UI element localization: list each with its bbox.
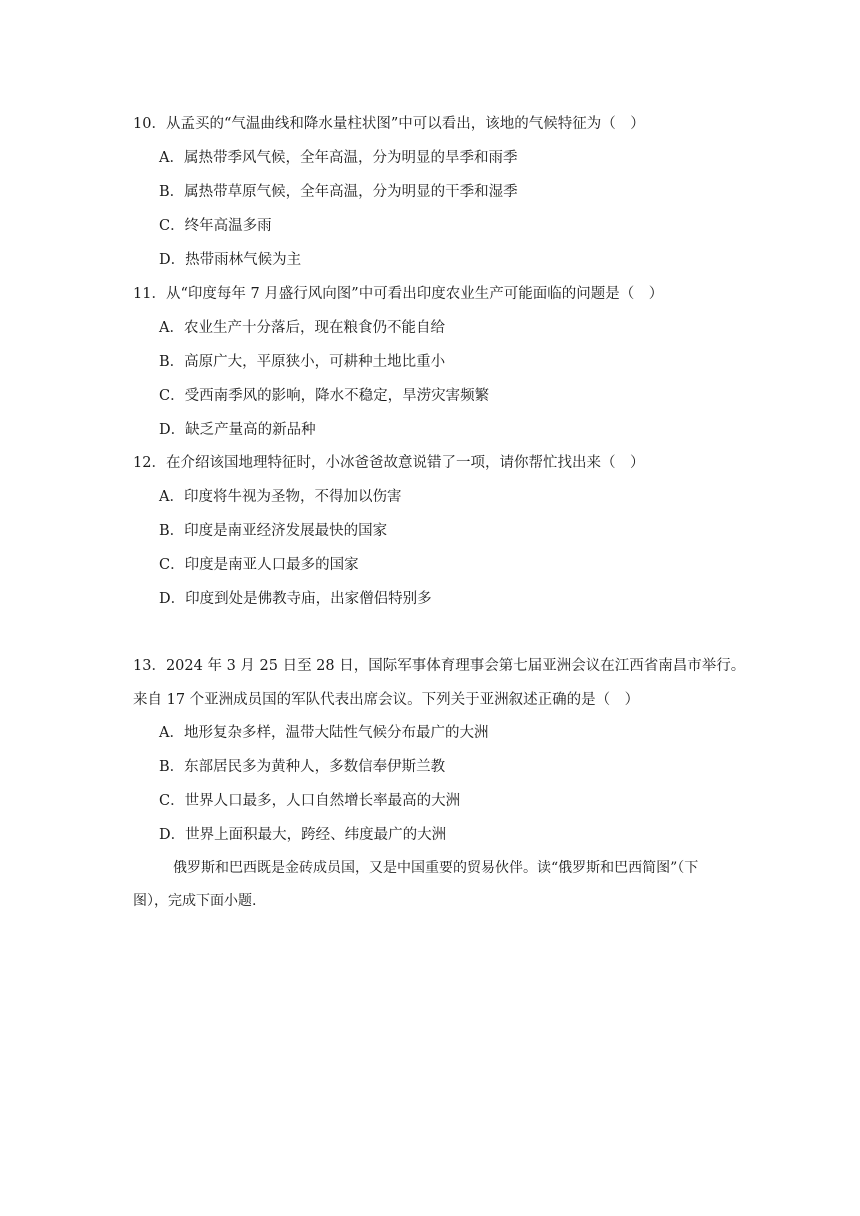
- question-10-option-c: C．终年高温多雨: [159, 218, 272, 234]
- question-12-option-d: D．印度到处是佛教寺庙，出家僧侣特别多: [159, 591, 432, 607]
- question-11-stem: 11．从“印度每年 7 月盛行风向图”中可看出印度农业生产可能面临的问题是（ ）: [133, 286, 664, 302]
- question-12-option-c: C．印度是南亚人口最多的国家: [159, 557, 359, 573]
- question-13-option-c: C．世界人口最多，人口自然增长率最高的大洲: [159, 793, 461, 809]
- question-13-option-b: B．东部居民多为黄种人，多数信奉伊斯兰教: [159, 759, 446, 775]
- question-10-stem: 10．从孟买的“气温曲线和降水量柱状图”中可以看出，该地的气候特征为（ ）: [133, 116, 645, 132]
- question-11-option-d: D．缺乏产量高的新品种: [159, 422, 316, 438]
- question-10-option-a: A．属热带季风气候，全年高温，分为明显的旱季和雨季: [159, 150, 518, 166]
- passage-intro-line-2: 图），完成下面小题.: [133, 893, 257, 909]
- question-13-option-d: D．世界上面积最大，跨经、纬度最广的大洲: [159, 827, 447, 843]
- question-11-option-c: C．受西南季风的影响，降水不稳定，旱涝灾害频繁: [159, 388, 490, 404]
- question-13-option-a: A．地形复杂多样，温带大陆性气候分布最广的大洲: [159, 725, 489, 741]
- question-13-stem-continued: 来自 17 个亚洲成员国的军队代表出席会议。下列关于亚洲叙述正确的是（ ）: [133, 692, 640, 708]
- question-12-option-b: B．印度是南亚经济发展最快的国家: [159, 523, 388, 539]
- question-10-option-d: D．热带雨林气候为主: [159, 252, 302, 268]
- passage-intro-line-1: 俄罗斯和巴西既是金砖成员国，又是中国重要的贸易伙伴。读“俄罗斯和巴西简图”（下: [173, 860, 699, 876]
- question-10-option-b: B．属热带草原气候，全年高温，分为明显的干季和湿季: [159, 184, 518, 200]
- question-11-option-a: A．农业生产十分落后，现在粮食仍不能自给: [159, 320, 445, 336]
- question-12-option-a: A．印度将牛视为圣物，不得加以伤害: [159, 489, 402, 505]
- question-12-stem: 12．在介绍该国地理特征时，小冰爸爸故意说错了一项，请你帮忙找出来（ ）: [133, 455, 645, 471]
- question-13-stem: 13．2024 年 3 月 25 日至 28 日，国际军事体育理事会第七届亚洲会议在江西省南昌市举行。: [133, 658, 746, 674]
- question-11-option-b: B．高原广大，平原狭小，可耕种土地比重小: [159, 354, 446, 370]
